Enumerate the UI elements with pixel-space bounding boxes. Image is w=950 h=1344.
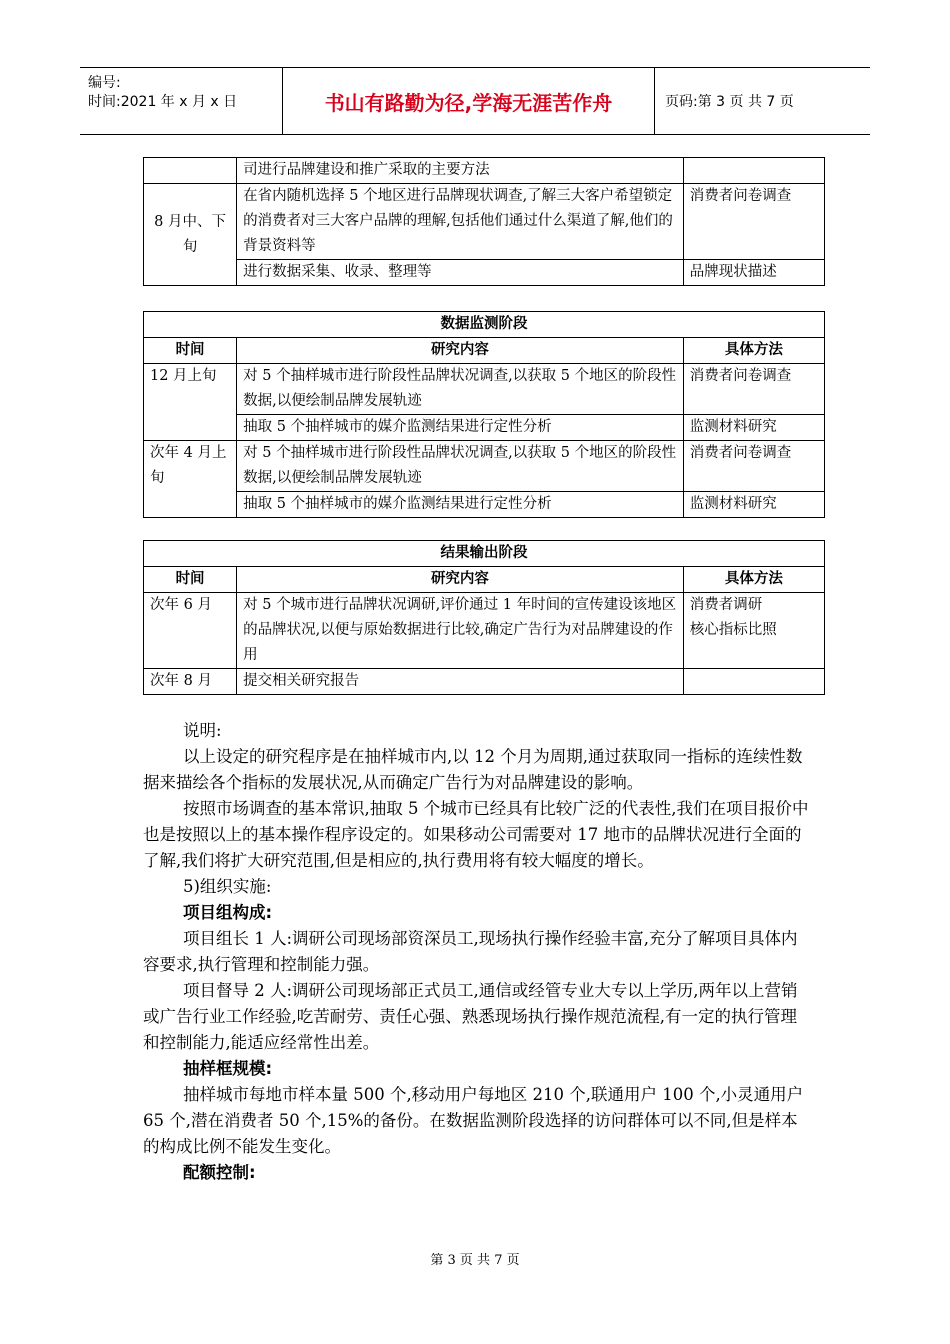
table-header-row bbox=[144, 338, 825, 364]
table-row bbox=[144, 669, 825, 695]
table-cell bbox=[683, 593, 824, 669]
table-row bbox=[144, 364, 825, 415]
table-cell: 对 5 个抽样城市进行阶段性品牌状况调查,以获取 5 个地区的阶段性数据,以便绘制品牌发展轨迹 bbox=[237, 364, 684, 415]
document-body bbox=[143, 718, 813, 1186]
table-title: 结果输出阶段 bbox=[144, 541, 825, 567]
section-heading: 5)组织实施: bbox=[183, 877, 272, 896]
table-row bbox=[144, 158, 825, 184]
table-title-row bbox=[144, 312, 825, 338]
table-cell: 消费者问卷调查 bbox=[683, 441, 824, 492]
table-row bbox=[144, 441, 825, 492]
table-title-row bbox=[144, 541, 825, 567]
paragraph: 项目组长 1 人:调研公司现场部资深员工,现场执行操作经验丰富,充分了解项目具体内容要求,执行管理和控制能力强。 bbox=[143, 929, 798, 974]
table-row bbox=[144, 593, 825, 669]
period-cell: 8 月中、下旬 bbox=[144, 184, 237, 286]
table-cell: 提交相关研究报告 bbox=[237, 669, 684, 695]
table-cell: 消费者问卷调查 bbox=[683, 184, 824, 260]
table-row bbox=[144, 260, 825, 286]
table-cell: 对 5 个城市进行品牌状况调研,评价通过 1 年时间的宣传建设该地区的品牌状况,以便与原始数据进行比较,确定广告行为对品牌建设的作用 bbox=[237, 593, 684, 669]
period-cell: 次年 8 月 bbox=[144, 669, 237, 695]
table-cell: 监测材料研究 bbox=[683, 415, 824, 441]
column-header: 研究内容 bbox=[237, 567, 684, 593]
header-page-info: 页码:第 3 页 共 7 页 bbox=[665, 94, 794, 110]
paragraph: 项目督导 2 人:调研公司现场部正式员工,通信或经管专业大专以上学历,两年以上营销或广告行业工作经验,吃苦耐劳、责任心强、熟悉现场执行操作规范流程,有一定的执行管理和控制能力,能适应经常性出差。 bbox=[143, 981, 798, 1052]
table-title: 数据监测阶段 bbox=[144, 312, 825, 338]
period-cell: 12 月上旬 bbox=[144, 364, 237, 441]
table-cell: 司进行品牌建设和推广采取的主要方法 bbox=[237, 158, 684, 184]
table-cell: 对 5 个抽样城市进行阶段性品牌状况调查,以获取 5 个地区的阶段性数据,以便绘制品牌发展轨迹 bbox=[237, 441, 684, 492]
header-meta bbox=[80, 68, 283, 134]
period-cell: 次年 6 月 bbox=[144, 593, 237, 669]
paragraph: 按照市场调查的基本常识,抽取 5 个城市已经具有比较广泛的代表性,我们在项目报价中也是按照以上的基本操作程序设定的。如果移动公司需要对 17 地市的品牌状况进行全面的了解,我们将扩大研究范围,但是相应的,执行费用将有较大幅度的增长。 bbox=[143, 799, 809, 870]
table-header-row bbox=[144, 567, 825, 593]
subsection-heading: 配额控制: bbox=[183, 1163, 256, 1182]
header-motto: 书山有路勤为径,学海无涯苦作舟 bbox=[283, 68, 655, 134]
paragraph: 抽样城市每地市样本量 500 个,移动用户每地区 210 个,联通用户 100 个,小灵通用户 65 个,潜在消费者 50 个,15%的备份。在数据监测阶段选择的访问群体可以不同,但是样本的构成比例不能发生变化。 bbox=[143, 1085, 804, 1156]
table-cell bbox=[683, 158, 824, 184]
table-cell: 抽取 5 个抽样城市的媒介监测结果进行定性分析 bbox=[237, 492, 684, 518]
table-cell bbox=[144, 158, 237, 184]
column-header: 时间 bbox=[144, 338, 237, 364]
table-cell: 品牌现状描述 bbox=[683, 260, 824, 286]
subsection-heading: 项目组构成: bbox=[183, 903, 273, 922]
method-line: 消费者调研 bbox=[689, 597, 763, 613]
period-cell: 次年 4 月上旬 bbox=[144, 441, 237, 518]
note-label: 说明: bbox=[183, 721, 222, 740]
table-cell: 抽取 5 个抽样城市的媒介监测结果进行定性分析 bbox=[237, 415, 684, 441]
page-footer: 第 3 页 共 7 页 bbox=[430, 1253, 520, 1268]
method-line: 核心指标比照 bbox=[689, 622, 777, 638]
table-cell: 消费者问卷调查 bbox=[683, 364, 824, 415]
document-date: 时间:2021 年 x 月 x 日 bbox=[88, 94, 238, 110]
table-row bbox=[144, 184, 825, 260]
column-header: 具体方法 bbox=[683, 567, 824, 593]
monitoring-stage-table bbox=[143, 311, 825, 518]
table-row bbox=[144, 492, 825, 518]
table-cell: 监测材料研究 bbox=[683, 492, 824, 518]
column-header: 具体方法 bbox=[683, 338, 824, 364]
table-row bbox=[144, 415, 825, 441]
table-cell: 进行数据采集、收录、整理等 bbox=[237, 260, 684, 286]
research-schedule-table-continued bbox=[143, 157, 825, 286]
column-header: 时间 bbox=[144, 567, 237, 593]
column-header: 研究内容 bbox=[237, 338, 684, 364]
document-number-label: 编号: bbox=[88, 75, 121, 91]
table-cell: 在省内随机选择 5 个地区进行品牌现状调查,了解三大客户希望锁定的消费者对三大客户品牌的理解,包括他们通过什么渠道了解,他们的背景资料等 bbox=[237, 184, 684, 260]
table-cell bbox=[683, 669, 824, 695]
paragraph: 以上设定的研究程序是在抽样城市内,以 12 个月为周期,通过获取同一指标的连续性数据来描绘各个指标的发展状况,从而确定广告行为对品牌建设的影响。 bbox=[143, 747, 803, 792]
page-header bbox=[80, 67, 870, 135]
subsection-heading: 抽样框规模: bbox=[183, 1059, 273, 1078]
result-output-stage-table bbox=[143, 540, 825, 695]
